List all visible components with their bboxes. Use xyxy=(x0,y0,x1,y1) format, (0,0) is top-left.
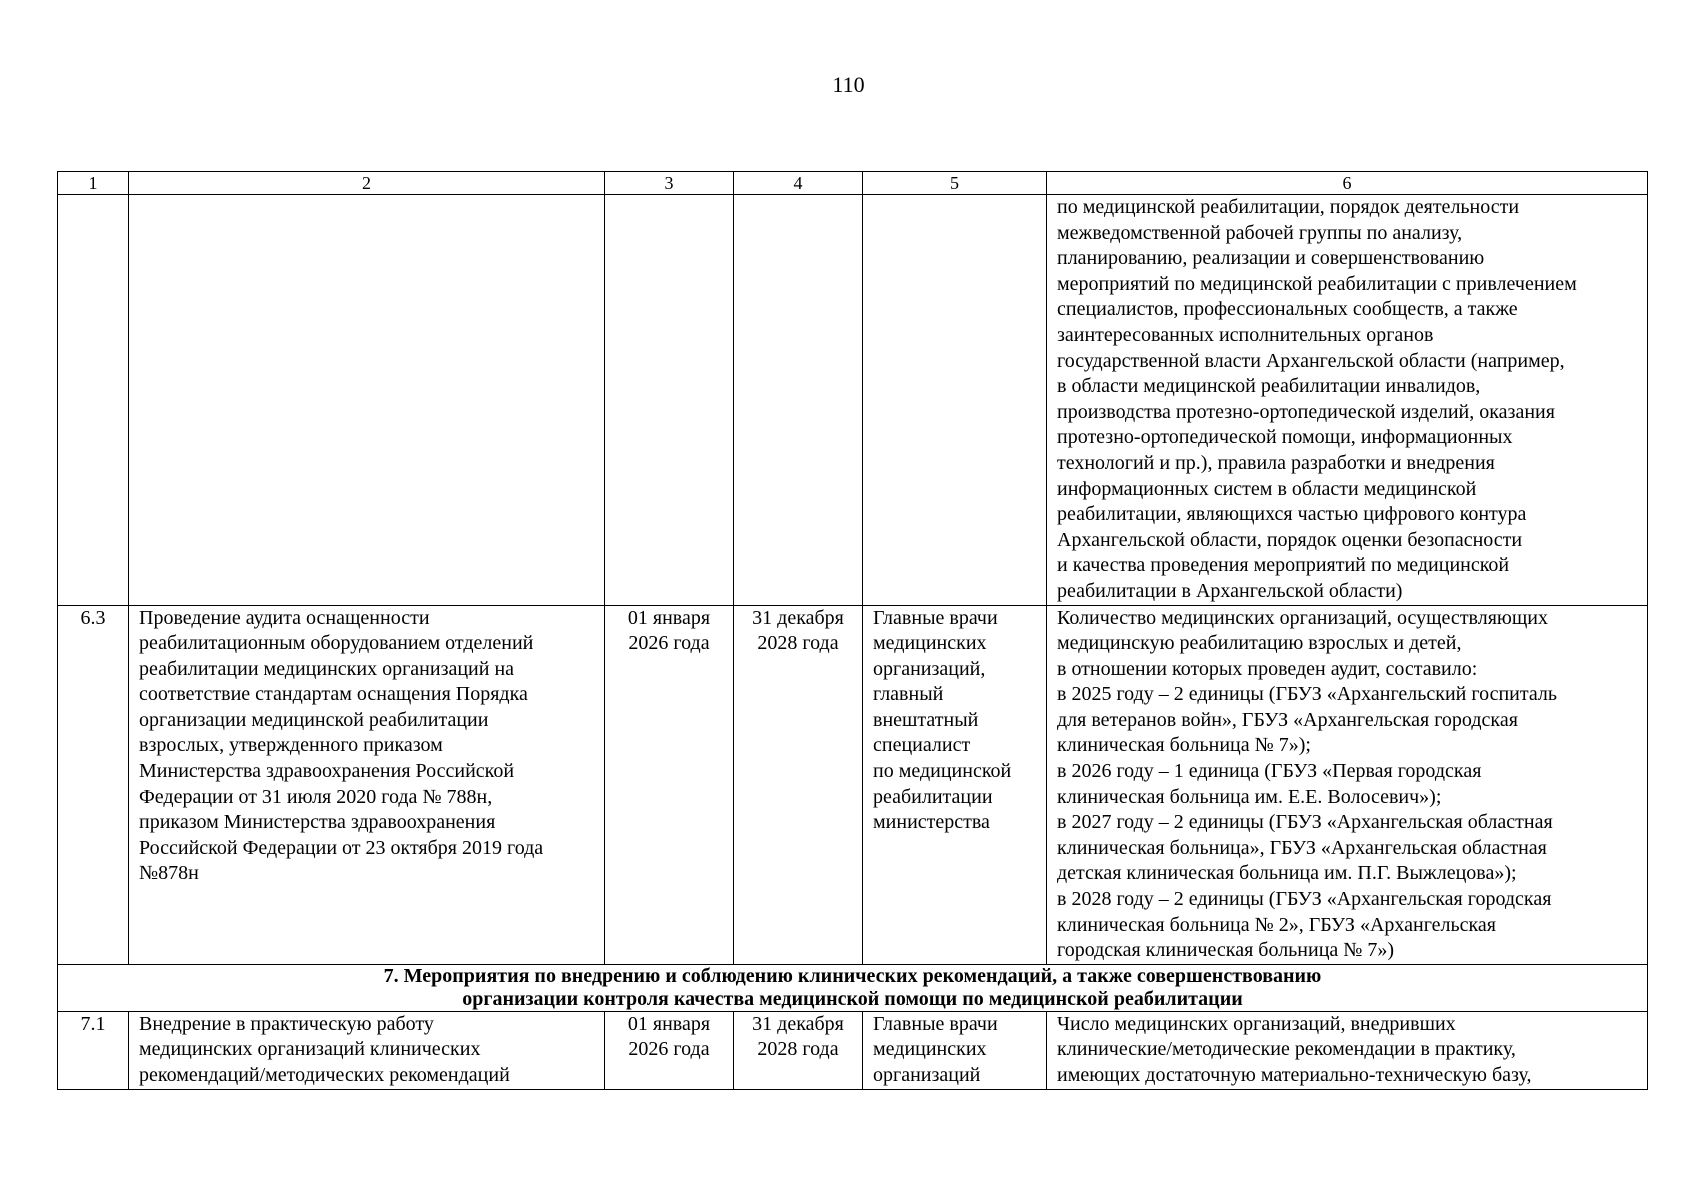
text-line: Главные врачи xyxy=(873,1012,998,1035)
text-line: 2026 года xyxy=(628,632,710,655)
text-line: заинтересованных исполнительных органов xyxy=(1057,323,1434,346)
row-number: 7.1 xyxy=(58,1011,129,1089)
continuation-num-cell xyxy=(58,195,129,606)
text-line: рекомендаций/методических рекомендаций xyxy=(139,1064,510,1086)
text-line: клиническая больница № 2», ГБУЗ «Архангельская xyxy=(1057,913,1496,936)
start-date xyxy=(605,1011,734,1089)
text-line: 7. Мероприятия по внедрению и соблюдению клинических рекомендаций, а также совершенствованию xyxy=(383,964,1322,987)
text-line: медицинских организаций клинических xyxy=(139,1038,481,1061)
text-line: клиническая больница», ГБУЗ «Архангельская областная xyxy=(1057,836,1547,859)
text-line: внештатный xyxy=(873,708,979,731)
end-date xyxy=(734,1011,863,1089)
text-line: мероприятий по медицинской реабилитации с привлечением xyxy=(1057,272,1577,295)
text-line: 31 декабря xyxy=(752,606,844,629)
text-line: организации медицинской реабилитации xyxy=(139,708,489,731)
text-line: детская клиническая больница им. П.Г. Выжлецова»); xyxy=(1057,862,1517,885)
text-line: 2028 года xyxy=(757,1038,839,1061)
text-line: Главные врачи xyxy=(873,606,998,629)
continuation-row xyxy=(58,195,1648,606)
text-line: городская клиническая больница № 7») xyxy=(1057,939,1395,962)
text-line: главный xyxy=(873,683,944,706)
activity-description xyxy=(129,1011,605,1089)
end-date xyxy=(734,605,863,964)
continuation-activity-cell xyxy=(129,195,605,606)
text-line: клиническая больница № 7»); xyxy=(1057,734,1311,757)
continuation-result-cell xyxy=(1047,195,1648,606)
text-line: технологий и пр.), правила разработки и внедрения xyxy=(1057,451,1495,474)
column-header-6: 6 xyxy=(1047,172,1648,195)
text-line: 31 декабря xyxy=(752,1012,844,1035)
text-line: в 2026 году – 1 единица (ГБУЗ «Первая городская xyxy=(1057,760,1482,783)
text-line: в области медицинской реабилитации инвалидов, xyxy=(1057,375,1481,398)
text-line: по медицинской реабилитации, порядок деятельности xyxy=(1057,196,1520,218)
activity-description xyxy=(129,605,605,964)
text-line: 01 января xyxy=(627,1012,711,1035)
text-line: медицинскую реабилитацию взрослых и детей, xyxy=(1057,632,1462,655)
column-header-5: 5 xyxy=(863,172,1047,195)
text-line: №878н xyxy=(139,862,199,885)
text-line: специалистов, профессиональных сообществ, а также xyxy=(1057,298,1518,321)
text-line: Архангельской области, порядок оценки безопасности xyxy=(1057,528,1523,551)
page-number: 110 xyxy=(832,72,865,97)
text-line: планированию, реализации и совершенствованию xyxy=(1057,247,1485,270)
text-line: организаций, xyxy=(873,657,986,680)
text-line: Российской Федерации от 23 октября 2019 года xyxy=(139,836,544,859)
column-number-header-row xyxy=(58,172,1648,195)
continuation-start-cell xyxy=(605,195,734,606)
text-line: и качества проведения мероприятий по медицинской xyxy=(1057,554,1510,577)
column-header-4: 4 xyxy=(734,172,863,195)
text-line: реабилитационным оборудованием отделений xyxy=(139,632,534,655)
text-line: реабилитации xyxy=(873,785,993,808)
text-line: медицинских xyxy=(873,632,987,655)
continuation-responsible-cell xyxy=(863,195,1047,606)
text-line: взрослых, утвержденного приказом xyxy=(139,734,443,757)
section-7-heading-row xyxy=(58,964,1648,1011)
row-number: 6.3 xyxy=(58,605,129,964)
text-line: для ветеранов войн», ГБУЗ «Архангельская городская xyxy=(1057,708,1518,731)
column-header-2: 2 xyxy=(129,172,605,195)
text-line: в 2027 году – 2 единицы (ГБУЗ «Архангельская областная xyxy=(1057,811,1553,834)
table-row-7-1 xyxy=(58,1011,1648,1089)
text-line: производства протезно-ортопедической изделий, оказания xyxy=(1057,400,1555,423)
section-heading xyxy=(58,964,1648,1011)
text-line: имеющих достаточную материально-техническую базу, xyxy=(1057,1064,1532,1086)
column-header-1: 1 xyxy=(58,172,129,195)
text-line: Федерации от 31 июля 2020 года № 788н, xyxy=(139,785,493,808)
text-line: информационных систем в области медицинской xyxy=(1057,477,1477,500)
text-line: Количество медицинских организаций, осуществляющих xyxy=(1057,606,1548,629)
text-line: министерства xyxy=(873,811,990,834)
text-line: 01 января xyxy=(627,606,711,629)
text-line: медицинских xyxy=(873,1038,987,1061)
table-row-6-3 xyxy=(58,605,1648,964)
text-line: в 2025 году – 2 единицы (ГБУЗ «Архангельский госпиталь xyxy=(1057,683,1558,706)
activities-table xyxy=(57,171,1648,1090)
text-line: государственной власти Архангельской области (например, xyxy=(1057,349,1565,372)
continuation-end-cell xyxy=(734,195,863,606)
text-line: 2026 года xyxy=(628,1038,710,1061)
text-line: клинические/методические рекомендации в практику, xyxy=(1057,1038,1516,1061)
expected-result xyxy=(1047,1011,1648,1089)
responsible-executors xyxy=(863,605,1047,964)
text-line: в отношении которых проведен аудит, составило: xyxy=(1057,657,1478,680)
text-line: соответствие стандартам оснащения Порядка xyxy=(139,683,528,706)
expected-result xyxy=(1047,605,1648,964)
text-line: клиническая больница им. Е.Е. Волосевич»); xyxy=(1057,785,1442,808)
text-line: Внедрение в практическую работу xyxy=(139,1012,434,1035)
text-line: реабилитации в Архангельской области) xyxy=(1057,579,1403,602)
text-line: межведомственной рабочей группы по анализу, xyxy=(1057,221,1463,244)
text-line: Проведение аудита оснащенности xyxy=(139,606,430,629)
text-line: специалист xyxy=(873,734,971,757)
text-line: в 2028 году – 2 единицы (ГБУЗ «Архангельская городская xyxy=(1057,888,1552,911)
column-header-3: 3 xyxy=(605,172,734,195)
text-line: Число медицинских организаций, внедривших xyxy=(1057,1012,1456,1035)
text-line: реабилитации медицинских организаций на xyxy=(139,657,515,680)
text-line: приказом Министерства здравоохранения xyxy=(139,811,496,834)
responsible-executors xyxy=(863,1011,1047,1089)
text-line: 2028 года xyxy=(757,632,839,655)
text-line: протезно-ортопедической помощи, информационных xyxy=(1057,426,1513,449)
text-line: организации контроля качества медицинской помощи по медицинской реабилитации xyxy=(462,987,1243,1010)
text-line: реабилитации, являющихся частью цифрового контура xyxy=(1057,503,1527,526)
text-line: организаций xyxy=(873,1064,981,1086)
start-date xyxy=(605,605,734,964)
text-line: Министерства здравоохранения Российской xyxy=(139,760,515,783)
text-line: по медицинской xyxy=(873,760,1012,783)
